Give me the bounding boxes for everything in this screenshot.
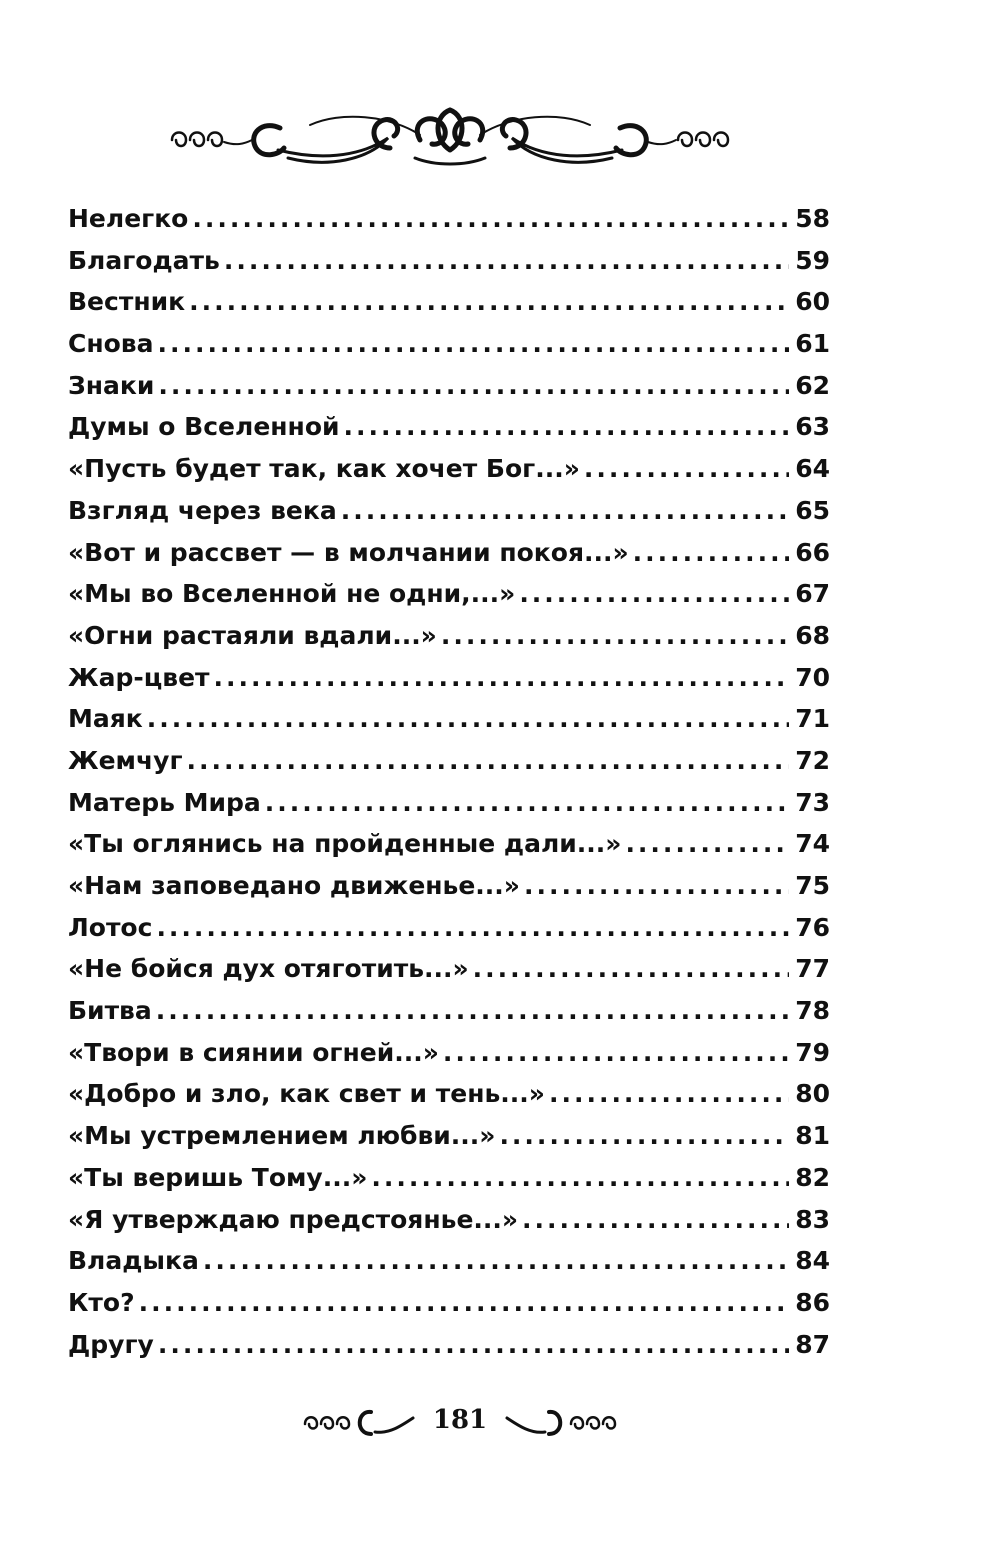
toc-entry-page: 83 <box>795 1204 830 1234</box>
toc-entry-title: Матерь Мира <box>68 787 261 817</box>
toc-entry-page: 73 <box>795 787 830 817</box>
toc-entry-title: Жар-цвет <box>68 662 210 692</box>
toc-entry-page: 59 <box>795 245 830 275</box>
toc-entry-page: 66 <box>795 537 830 567</box>
toc-entry-title: «Нам заповедано движенье...» <box>68 871 520 900</box>
toc-entry-page: 58 <box>795 204 830 233</box>
toc-entry-page: 77 <box>795 954 830 984</box>
dot-leader <box>156 990 789 1032</box>
toc-entry-title: «Огни растаяли вдали...» <box>68 620 437 650</box>
dot-leader <box>522 1199 789 1241</box>
toc-entry-title: «Мы устремлением любви...» <box>68 1121 496 1151</box>
toc-entry <box>68 1240 830 1282</box>
toc-entry <box>68 240 830 282</box>
toc-entry-page: 61 <box>795 329 830 359</box>
toc-entry <box>68 823 830 865</box>
toc-entry <box>68 865 830 907</box>
toc-entry <box>68 990 830 1032</box>
dot-leader <box>584 448 789 490</box>
dot-leader <box>147 698 789 740</box>
toc-entry <box>68 615 830 657</box>
toc-entry-page: 68 <box>795 620 830 650</box>
toc-entry-title: Думы о Вселенной <box>68 412 340 442</box>
toc-entry <box>68 198 830 240</box>
toc-entry <box>68 1073 830 1115</box>
dot-leader <box>158 365 789 407</box>
toc-entry <box>68 406 830 448</box>
toc-entry-title: Владыка <box>68 1246 199 1276</box>
toc-entry-title: «Вот и рассвет — в молчании покоя...» <box>68 537 629 567</box>
toc-entry-title: Благодать <box>68 245 220 275</box>
swirl-left-icon <box>299 1402 419 1438</box>
dot-leader <box>158 323 790 365</box>
toc-entry-page: 82 <box>795 1162 830 1192</box>
toc-entry <box>68 323 830 365</box>
toc-entry-title: Битва <box>68 996 152 1026</box>
toc-entry-title: «Пусть будет так, как хочет Бог...» <box>68 454 580 484</box>
toc-entry <box>68 948 830 990</box>
dot-leader <box>625 823 789 865</box>
toc-entry-title: «Мы во Вселенной не одни,...» <box>68 579 516 609</box>
dot-leader <box>158 1324 789 1366</box>
toc-entry-page: 75 <box>795 871 830 900</box>
toc-entry-title: Вестник <box>68 287 186 317</box>
toc-entry <box>68 1157 830 1199</box>
dot-leader <box>156 907 789 949</box>
toc-entry-page: 87 <box>795 1329 830 1359</box>
page-number: 181 <box>432 1405 488 1435</box>
toc-entry <box>68 782 830 824</box>
toc-entry-page: 81 <box>795 1121 830 1151</box>
toc-entry <box>68 532 830 574</box>
toc-entry-page: 86 <box>795 1287 830 1317</box>
toc-entry <box>68 1199 830 1241</box>
toc-entry <box>68 907 830 949</box>
dot-leader <box>633 532 790 574</box>
dot-leader <box>371 1157 789 1199</box>
toc-entry-page: 60 <box>795 287 830 317</box>
toc-entry <box>68 490 830 532</box>
toc-entry <box>68 1282 830 1324</box>
toc-entry-title: Жемчуг <box>68 745 183 775</box>
toc-entry <box>68 1115 830 1157</box>
swirl-right-icon <box>501 1402 621 1438</box>
toc-entry-title: Кто? <box>68 1287 135 1317</box>
toc-entry <box>68 1032 830 1074</box>
dot-leader <box>265 782 789 824</box>
dot-leader <box>203 1240 789 1282</box>
toc-entry <box>68 657 830 699</box>
dot-leader <box>499 1115 789 1157</box>
dot-leader <box>443 1032 789 1074</box>
toc-entry-title: Взгляд через века <box>68 495 337 525</box>
toc-entry-page: 71 <box>795 704 830 734</box>
toc-entry-page: 79 <box>795 1037 830 1067</box>
toc-entry-page: 65 <box>795 495 830 525</box>
toc-entry-title: Снова <box>68 329 154 359</box>
toc-entry <box>68 698 830 740</box>
toc-entry <box>68 365 830 407</box>
toc-entry-title: «Не бойся дух отяготить...» <box>68 954 469 984</box>
toc-entry-page: 67 <box>795 579 830 609</box>
flourish-divider-icon <box>160 100 740 175</box>
dot-leader <box>341 490 789 532</box>
dot-leader <box>192 198 789 240</box>
toc-entry <box>68 740 830 782</box>
table-of-contents <box>68 198 830 1365</box>
toc-entry-title: «Ты оглянись на пройденные дали...» <box>68 829 622 859</box>
toc-entry-page: 63 <box>795 412 830 442</box>
toc-entry-title: Лотос <box>68 912 153 942</box>
toc-entry-title: «Я утверждаю предстоянье...» <box>68 1204 519 1234</box>
toc-entry <box>68 281 830 323</box>
dot-leader <box>139 1282 790 1324</box>
dot-leader <box>549 1073 789 1115</box>
toc-entry-page: 76 <box>795 912 830 942</box>
dot-leader <box>441 615 789 657</box>
toc-entry-title: «Твори в сиянии огней...» <box>68 1037 439 1067</box>
toc-entry-title: Другу <box>68 1329 154 1359</box>
toc-entry-title: Маяк <box>68 704 143 734</box>
toc-entry-page: 84 <box>795 1246 830 1276</box>
dot-leader <box>344 406 790 448</box>
toc-entry <box>68 1324 830 1366</box>
toc-entry <box>68 573 830 615</box>
toc-entry-page: 62 <box>795 370 830 400</box>
dot-leader <box>524 865 789 907</box>
dot-leader <box>224 240 789 282</box>
toc-entry-page: 72 <box>795 745 830 775</box>
toc-entry-page: 64 <box>795 454 830 484</box>
toc-entry <box>68 448 830 490</box>
dot-leader <box>519 573 789 615</box>
toc-entry-title: Нелегко <box>68 204 189 233</box>
page-footer <box>290 1395 630 1445</box>
toc-entry-page: 74 <box>795 829 830 859</box>
toc-entry-title: «Добро и зло, как свет и тень...» <box>68 1079 545 1109</box>
dot-leader <box>187 740 790 782</box>
dot-leader <box>214 657 790 699</box>
dot-leader <box>473 948 790 990</box>
toc-entry-page: 80 <box>795 1079 830 1109</box>
dot-leader <box>189 281 789 323</box>
toc-entry-title: «Ты веришь Тому...» <box>68 1162 368 1192</box>
toc-entry-page: 70 <box>795 662 830 692</box>
toc-entry-title: Знаки <box>68 370 155 400</box>
toc-entry-page: 78 <box>795 996 830 1026</box>
